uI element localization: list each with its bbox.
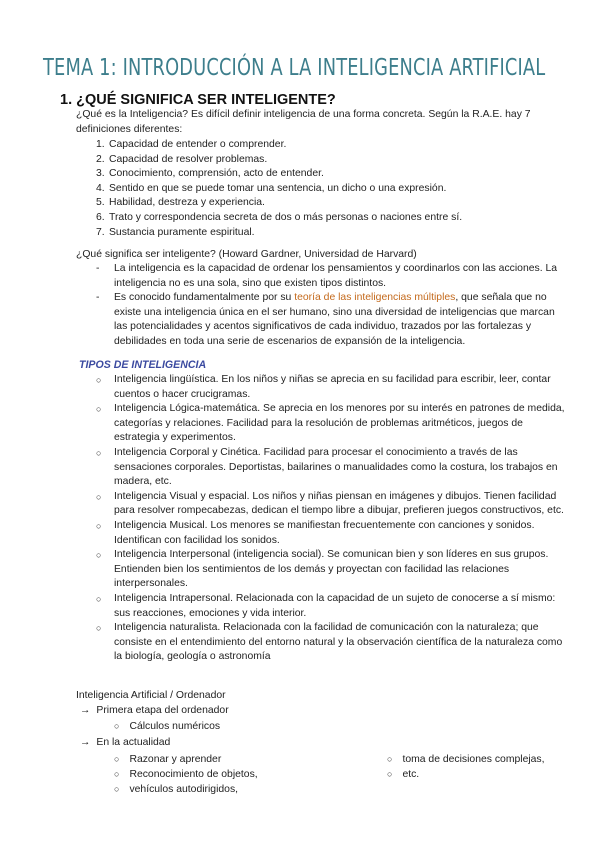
list-item bbox=[76, 592, 571, 621]
list-item bbox=[114, 752, 221, 768]
gardner-point-text: La inteligencia es la capacidad de ordenar los pensamientos y coordinarlos con las acciones. La inteligencia no es una sola, sino que existen tipos distintos. bbox=[114, 263, 558, 289]
arrow-right-icon: → bbox=[80, 737, 91, 748]
list-item: 6. Trato y correspondencia secreta de dos o más personas o naciones entre sí. bbox=[96, 211, 463, 223]
type-text: Inteligencia Musical. Los menores se manifiestan frecuentemente con canciones y sonidos. Identifican con facilidad los sonidos. bbox=[114, 519, 535, 546]
type-text: Inteligencia Corporal y Cinética. Facilidad para procesar el conocimiento a través de las sensaciones corporales. Deportistas, bailarines o manualidades como la costura, los trabajos en madera, etc. bbox=[114, 446, 558, 488]
definition-text: Habilidad, destreza y experiencia. bbox=[109, 197, 265, 209]
definition-text: Trato y correspondencia secreta de dos o más personas o naciones entre sí. bbox=[109, 211, 463, 223]
list-item bbox=[114, 767, 258, 783]
list-item: 1. Capacidad de entender o comprender. bbox=[96, 139, 287, 150]
list-item bbox=[76, 262, 566, 291]
list-item bbox=[76, 446, 571, 490]
gardner-heading: ¿Qué significa ser inteligente? (Howard Gardner, Universidad de Harvard) bbox=[76, 249, 417, 260]
list-item bbox=[76, 490, 571, 519]
list-item: 4. Sentido en que se puede tomar una sentencia, un dicho o una expresión. bbox=[96, 182, 447, 194]
circle-bullet-icon: ○ bbox=[96, 520, 102, 531]
stage-row bbox=[80, 704, 229, 719]
section-heading-inteligente: 1. ¿QUÉ SIGNIFICA SER INTELIGENTE? bbox=[60, 92, 336, 108]
type-text: Inteligencia Intrapersonal. Relacionada con la capacidad de un sujeto de conocerse a sí mismo: sus reacciones, emociones y vida interior. bbox=[114, 592, 556, 619]
tipos-heading: TIPOS DE INTELIGENCIA bbox=[79, 359, 207, 371]
circle-bullet-icon: ○ bbox=[96, 550, 102, 561]
list-item bbox=[387, 752, 545, 768]
list-item bbox=[76, 402, 571, 446]
type-text: Inteligencia naturalista. Relacionada con la facilidad de comunicación con la naturaleza; que consiste en el entendimiento del entorno natural y la observación científica de la naturaleza como la biología, geología o astronomía bbox=[114, 622, 563, 663]
circle-bullet-icon: ○ bbox=[387, 769, 393, 779]
gardner-point-pre: Es conocido fundamentalmente por su bbox=[114, 292, 295, 304]
definition-text: Sustancia puramente espiritual. bbox=[109, 226, 255, 238]
circle-bullet-icon: ○ bbox=[114, 721, 120, 731]
list-item bbox=[114, 719, 220, 735]
circle-bullet-icon: ○ bbox=[96, 404, 102, 415]
gardner-points-list bbox=[76, 262, 566, 350]
circle-bullet-icon: ○ bbox=[114, 769, 120, 779]
definition-text: Capacidad de resolver problemas. bbox=[109, 153, 268, 165]
list-item: 2. Capacidad de resolver problemas. bbox=[96, 153, 268, 165]
intelligence-types-list bbox=[76, 373, 571, 665]
list-item bbox=[76, 621, 571, 665]
list-item bbox=[76, 519, 571, 548]
circle-bullet-icon: ○ bbox=[96, 491, 102, 502]
stage-item: Cálculos numéricos bbox=[129, 721, 221, 732]
stage-label: Primera etapa del ordenador bbox=[96, 705, 229, 716]
circle-bullet-icon: ○ bbox=[96, 623, 102, 634]
intro-paragraph: ¿Qué es la Inteligencia? Es difícil definir inteligencia de una forma concreta. Según la R.A.E. hay 7 definiciones diferentes: bbox=[76, 109, 531, 135]
ia-heading: Inteligencia Artificial / Ordenador bbox=[76, 690, 226, 701]
definition-text: Capacidad de entender o comprender. bbox=[109, 139, 287, 150]
type-text: Inteligencia Lógica-matemática. Se aprecia en los menores por su interés en patrones de medida, categorías y relaciones. Facilidad para la resolución de problemas aritméticos, juegos de estrategia y experimentos. bbox=[114, 403, 565, 444]
dash-bullet: - bbox=[96, 292, 100, 304]
stage-item: vehículos autodirigidos, bbox=[129, 784, 239, 795]
dash-bullet: - bbox=[96, 263, 100, 274]
stage-item: etc. bbox=[402, 769, 420, 780]
list-item bbox=[114, 782, 238, 798]
list-item bbox=[76, 373, 571, 402]
list-item: 5. Habilidad, destreza y experiencia. bbox=[96, 197, 265, 209]
list-item: 7. Sustancia puramente espiritual. bbox=[96, 226, 255, 238]
circle-bullet-icon: ○ bbox=[96, 593, 102, 604]
page-title: TEMA 1: INTRODUCCIÓN A LA INTELIGENCIA ARTIFICIAL bbox=[43, 55, 546, 81]
gardner-point-post: , que señala que no existe una inteligencia única en el ser humano, sino una diversidad de inteligencias que marcan las potencialidades y acentos significativos de cada individuo, trazados por las fortalezas y debilidades en toda una serie de escenarios de expansión de la inteligencia. bbox=[114, 292, 555, 347]
circle-bullet-icon: ○ bbox=[96, 375, 102, 385]
definition-text: Conocimiento, comprensión, acto de entender. bbox=[109, 168, 324, 180]
circle-bullet-icon: ○ bbox=[114, 754, 120, 764]
list-item bbox=[387, 767, 419, 783]
type-text: Inteligencia Interpersonal (inteligencia social). Se comunican bien y son líderes en sus grupos. Entienden bien los sentimientos de los demás y proyectan con facilidad las relaciones interpersonales. bbox=[114, 549, 549, 590]
list-item: 3. Conocimiento, comprensión, acto de entender. bbox=[96, 168, 324, 180]
definitions-list bbox=[76, 138, 556, 240]
stage-item: Razonar y aprender bbox=[129, 754, 222, 765]
list-item bbox=[76, 291, 566, 349]
stage-item: Reconocimiento de objetos, bbox=[129, 769, 258, 780]
stage-item: toma de decisiones complejas, bbox=[402, 754, 545, 765]
type-text: Inteligencia Visual y espacial. Los niños y niñas piensan en imágenes y dibujos. Tienen facilidad para resolver rompecabezas, dedican el tiempo libre a dibujar, prefieren juegos constructivos, etc. bbox=[114, 490, 564, 517]
definition-text: Sentido en que se puede tomar una sentencia, un dicho o una expresión. bbox=[109, 182, 447, 194]
circle-bullet-icon: ○ bbox=[96, 447, 102, 458]
list-item bbox=[76, 548, 571, 592]
stage-label: En la actualidad bbox=[96, 737, 171, 748]
circle-bullet-icon: ○ bbox=[387, 754, 393, 764]
arrow-right-icon: → bbox=[80, 705, 91, 716]
type-text: Inteligencia lingüística. En los niños y niñas se aprecia en su facilidad para escribir, leer, contar cuentos o hacer crucigramas. bbox=[114, 374, 551, 400]
circle-bullet-icon: ○ bbox=[114, 784, 120, 794]
stage-row bbox=[80, 736, 170, 751]
multiple-intelligences-link[interactable]: teoría de las inteligencias múltiples bbox=[294, 292, 456, 304]
